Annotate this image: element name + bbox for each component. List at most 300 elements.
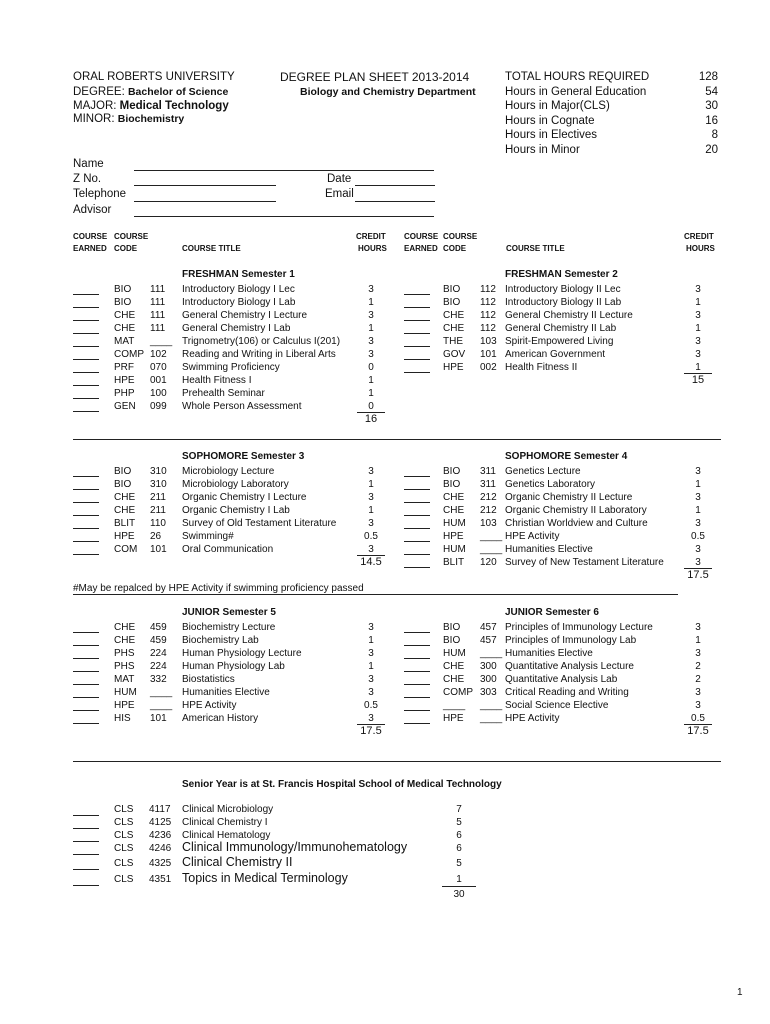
course-credit: 3 [368, 687, 374, 698]
earned-checkbox-line[interactable] [73, 385, 99, 386]
course-title: Introductory Biology I Lec [182, 284, 295, 295]
course-number: 102 [150, 349, 167, 360]
course-dept: CHE [114, 323, 136, 334]
earned-checkbox-line[interactable] [73, 854, 99, 855]
course-number: 111 [150, 284, 166, 295]
semester-total: 17.5 [360, 725, 382, 737]
course-dept: COMP [114, 349, 144, 360]
course-credit: 3 [368, 336, 374, 347]
course-dept: BIO [443, 297, 461, 308]
course-credit: 1 [368, 479, 374, 490]
course-title: Humanities Elective [505, 544, 593, 555]
course-title: Social Science Elective [505, 700, 609, 711]
course-dept: HUM [443, 518, 466, 529]
course-number: 300 [480, 674, 497, 685]
course-number: 457 [480, 635, 497, 646]
course-credit: 3 [368, 466, 374, 477]
course-dept: HPE [443, 362, 464, 373]
earned-checkbox-line[interactable] [404, 515, 430, 516]
semester-total: 30 [453, 889, 465, 900]
course-dept: HPE [443, 713, 464, 724]
course-title: Quantitative Analysis Lecture [505, 661, 634, 672]
earned-checkbox-line[interactable] [404, 567, 430, 568]
course-dept: HIS [114, 713, 131, 724]
course-title: Swimming Proficiency [182, 362, 280, 373]
course-number: 26 [150, 531, 162, 542]
course-credit: 3 [695, 284, 701, 295]
course-number: 101 [150, 544, 167, 555]
advisor-field-line[interactable] [134, 216, 434, 217]
course-title: Biochemistry Lecture [182, 622, 276, 633]
course-dept: CLS [114, 804, 134, 815]
course-number: 111 [150, 323, 166, 334]
email-label: Email [325, 188, 354, 200]
course-dept: CHE [114, 635, 136, 646]
course-credit: 7 [456, 804, 462, 815]
earned-checkbox-line[interactable] [73, 697, 99, 698]
earned-checkbox-line[interactable] [73, 645, 99, 646]
course-credit: 3 [695, 557, 701, 568]
earned-checkbox-line[interactable] [404, 320, 430, 321]
course-title: Health Fitness II [505, 362, 578, 373]
earned-checkbox-line[interactable] [73, 815, 99, 816]
course-credit: 3 [695, 648, 701, 659]
course-dept: CLS [114, 830, 134, 841]
course-credit: 3 [695, 518, 701, 529]
course-number: 103 [480, 518, 497, 529]
course-title: Genetics Laboratory [505, 479, 596, 490]
course-number: 112 [480, 323, 496, 334]
course-dept: BIO [443, 622, 461, 633]
course-dept: CHE [443, 492, 465, 503]
course-dept: HPE [443, 531, 464, 542]
course-number: 459 [150, 635, 167, 646]
earned-checkbox-line[interactable] [404, 489, 430, 490]
course-number: ____ [150, 700, 173, 711]
course-dept: CHE [443, 323, 465, 334]
course-dept: CHE [443, 674, 465, 685]
course-title: Biochemistry Lab [182, 635, 259, 646]
earned-checkbox-line[interactable] [404, 346, 430, 347]
course-dept: CLS [114, 874, 134, 885]
course-title: Clinical Hematology [182, 830, 271, 841]
earned-checkbox-line[interactable] [73, 502, 99, 503]
earned-checkbox-line[interactable] [404, 528, 430, 529]
course-credit: 3 [368, 648, 374, 659]
course-title: Survey of Old Testament Literature [182, 518, 337, 529]
advisor-label: Advisor [73, 204, 112, 216]
course-number: 4246 [149, 843, 172, 854]
major-label: MAJOR: [73, 100, 117, 112]
section-divider [73, 439, 721, 440]
course-credit: 0.5 [691, 713, 705, 724]
course-dept: BIO [443, 635, 461, 646]
course-number: 310 [150, 479, 167, 490]
col-course-earned-2: COURSE [404, 232, 439, 241]
course-title: HPE Activity [505, 531, 560, 542]
course-number: 111 [150, 297, 166, 308]
earned-checkbox-line[interactable] [404, 632, 430, 633]
course-title: Humanities Elective [505, 648, 593, 659]
col-title-2: COURSE TITLE [506, 244, 565, 253]
course-credit: 1 [695, 505, 701, 516]
col-earned-2: EARNED [404, 244, 438, 253]
course-number: ____ [480, 713, 503, 724]
course-title: Organic Chemistry II Lecture [505, 492, 633, 503]
col-course-code-1: COURSE [114, 232, 149, 241]
course-credit: 6 [456, 843, 462, 854]
earned-checkbox-line[interactable] [404, 554, 430, 555]
semester-title: FRESHMAN Semester 1 [182, 269, 295, 280]
earned-checkbox-line[interactable] [73, 333, 99, 334]
page-number: 1 [737, 987, 743, 998]
course-title: General Chemistry II Lecture [505, 310, 633, 321]
col-hours-2: HOURS [686, 244, 715, 253]
course-title: General Chemistry I Lecture [182, 310, 308, 321]
earned-checkbox-line[interactable] [73, 632, 99, 633]
earned-checkbox-line[interactable] [73, 528, 99, 529]
course-credit: 1 [368, 661, 374, 672]
earned-checkbox-line[interactable] [73, 294, 99, 295]
semester-title: FRESHMAN Semester 2 [505, 269, 618, 280]
course-credit: 3 [368, 674, 374, 685]
course-dept: GEN [114, 401, 136, 412]
course-number: 311 [480, 479, 496, 490]
section-divider [73, 594, 678, 595]
earned-checkbox-line[interactable] [73, 515, 99, 516]
earned-checkbox-line[interactable] [73, 841, 99, 842]
course-dept: BLIT [114, 518, 136, 529]
course-dept: PHS [114, 661, 135, 672]
semester-total: 15 [691, 374, 705, 386]
col-course-earned-1: COURSE [73, 232, 108, 241]
earned-checkbox-line[interactable] [73, 372, 99, 373]
hours-value: 20 [705, 143, 718, 156]
sheet-title: DEGREE PLAN SHEET 2013-2014 [280, 70, 470, 84]
course-credit: 3 [695, 687, 701, 698]
course-number: 332 [150, 674, 167, 685]
major-line [73, 100, 229, 113]
course-title: Microbiology Laboratory [182, 479, 289, 490]
col-code-1: CODE [114, 244, 138, 253]
course-dept: HUM [443, 544, 466, 555]
course-credit: 3 [695, 310, 701, 321]
course-number: 300 [480, 661, 497, 672]
hours-value: 54 [705, 85, 718, 98]
course-credit: 0 [368, 401, 374, 412]
course-title: Prehealth Seminar [182, 388, 265, 399]
course-number: 099 [150, 401, 167, 412]
hours-label: Hours in Cognate [505, 114, 595, 127]
course-number: 112 [480, 297, 496, 308]
earned-checkbox-line[interactable] [73, 359, 99, 360]
course-number: 224 [150, 648, 167, 659]
earned-checkbox-line[interactable] [73, 476, 99, 477]
course-credit: 3 [368, 310, 374, 321]
course-credit: 3 [368, 492, 374, 503]
course-title: Spirit-Empowered Living [505, 336, 614, 347]
earned-checkbox-line[interactable] [73, 541, 99, 542]
course-number: ____ [480, 544, 503, 555]
course-dept: HUM [114, 687, 137, 698]
earned-checkbox-line[interactable] [73, 710, 99, 711]
course-number: 002 [480, 362, 497, 373]
course-title: Principles of Immunology Lecture [505, 622, 653, 633]
course-credit: 1 [695, 479, 701, 490]
course-credit: 1 [368, 375, 374, 386]
earned-checkbox-line[interactable] [73, 489, 99, 490]
course-title: Clinical Chemistry II [182, 855, 293, 869]
course-credit: 3 [695, 492, 701, 503]
earned-checkbox-line[interactable] [73, 869, 99, 870]
course-credit: 3 [695, 544, 701, 555]
course-title: Clinical Microbiology [182, 804, 274, 815]
earned-checkbox-line[interactable] [73, 658, 99, 659]
date-field-line[interactable] [355, 185, 435, 186]
total-rule [442, 886, 476, 887]
course-number: 211 [150, 492, 166, 503]
earned-checkbox-line[interactable] [404, 541, 430, 542]
course-title: General Chemistry II Lab [505, 323, 617, 334]
course-credit: 1 [695, 362, 701, 373]
col-course-code-2: COURSE [443, 232, 478, 241]
course-title: Topics in Medical Terminology [182, 871, 348, 885]
course-title: Whole Person Assessment [182, 401, 302, 412]
course-title: Introductory Biology II Lab [505, 297, 622, 308]
course-number: 310 [150, 466, 167, 477]
course-credit: 3 [368, 349, 374, 360]
course-title: Health Fitness I [182, 375, 252, 386]
course-dept: MAT [114, 674, 135, 685]
course-title: Christian Worldview and Culture [505, 518, 648, 529]
name-field-line[interactable] [134, 170, 434, 171]
hours-value: 8 [711, 129, 718, 141]
earned-checkbox-line[interactable] [73, 320, 99, 321]
course-number: 224 [150, 661, 167, 672]
course-title: American History [182, 713, 259, 724]
course-dept: CHE [114, 622, 136, 633]
course-title: Swimming# [182, 531, 234, 542]
earned-checkbox-line[interactable] [73, 346, 99, 347]
earned-checkbox-line[interactable] [73, 684, 99, 685]
course-title: Oral Communication [182, 544, 274, 555]
course-number: 4351 [149, 874, 172, 885]
course-credit: 1 [695, 297, 701, 308]
course-number: ____ [480, 700, 503, 711]
course-title: Humanities Elective [182, 687, 270, 698]
earned-checkbox-line[interactable] [73, 723, 99, 724]
course-number: 311 [480, 466, 496, 477]
course-title: Clinical Immunology/Immunohematology [182, 840, 408, 854]
course-number: 070 [150, 362, 167, 373]
earned-checkbox-line[interactable] [404, 697, 430, 698]
semester-total: 14.5 [360, 556, 382, 568]
course-number: 212 [480, 505, 497, 516]
course-credit: 3 [695, 336, 701, 347]
course-dept: MAT [114, 336, 135, 347]
earned-checkbox-line[interactable] [404, 333, 430, 334]
earned-checkbox-line[interactable] [404, 307, 430, 308]
course-title: Critical Reading and Writing [505, 687, 629, 698]
course-credit: 3 [695, 349, 701, 360]
earned-checkbox-line[interactable] [404, 710, 430, 711]
course-number: 103 [480, 336, 497, 347]
course-dept: CHE [443, 310, 465, 321]
email-field-line[interactable] [355, 201, 435, 202]
university-name: ORAL ROBERTS UNIVERSITY [73, 71, 235, 83]
earned-checkbox-line[interactable] [404, 658, 430, 659]
earned-checkbox-line[interactable] [404, 476, 430, 477]
hours-label: Hours in General Education [505, 85, 647, 98]
course-number: 112 [480, 310, 496, 321]
earned-checkbox-line[interactable] [404, 723, 430, 724]
z-no-field-line[interactable] [134, 185, 276, 186]
course-number: 4117 [149, 804, 171, 815]
z-no-label: Z No. [73, 173, 102, 185]
course-dept: CHE [114, 505, 136, 516]
course-dept: GOV [443, 349, 466, 360]
earned-checkbox-line[interactable] [73, 885, 99, 886]
course-title: Organic Chemistry I Lecture [182, 492, 307, 503]
course-credit: 0.5 [364, 531, 378, 542]
hours-label: Hours in Minor [505, 143, 580, 156]
earned-checkbox-line[interactable] [73, 828, 99, 829]
earned-checkbox-line[interactable] [73, 411, 99, 412]
course-number: 303 [480, 687, 497, 698]
course-number: 111 [150, 310, 166, 321]
earned-checkbox-line[interactable] [73, 307, 99, 308]
course-credit: 1 [368, 297, 374, 308]
telephone-field-line[interactable] [134, 201, 276, 202]
course-title: HPE Activity [182, 700, 237, 711]
course-dept: HPE [114, 375, 135, 386]
course-title: Clinical Chemistry I [182, 817, 268, 828]
hours-value: 16 [705, 114, 718, 127]
minor-label: MINOR: [73, 113, 115, 125]
course-number: 120 [480, 557, 497, 568]
course-title: Reading and Writing in Liberal Arts [182, 349, 336, 360]
course-title: Introductory Biology I Lab [182, 297, 296, 308]
course-number: 110 [150, 518, 166, 529]
course-number: 211 [150, 505, 166, 516]
course-credit: 3 [695, 622, 701, 633]
course-number: 4236 [149, 830, 172, 841]
hours-value: 30 [705, 100, 718, 112]
course-dept: CHE [114, 492, 136, 503]
course-credit: 1 [456, 874, 462, 885]
course-number: ____ [480, 648, 503, 659]
course-credit: 6 [456, 830, 462, 841]
section-divider [73, 761, 721, 762]
course-title: Microbiology Lecture [182, 466, 275, 477]
course-title: Survey of New Testament Literature [505, 557, 664, 568]
earned-checkbox-line[interactable] [404, 294, 430, 295]
col-credit-2: CREDIT [684, 232, 714, 241]
hours-label: Hours in Major(CLS) [505, 100, 610, 112]
degree-label: DEGREE: [73, 86, 125, 98]
semester-title: SOPHOMORE Semester 3 [182, 451, 305, 462]
course-dept: BLIT [443, 557, 465, 568]
course-dept: PHP [114, 388, 135, 399]
course-title: Quantitative Analysis Lab [505, 674, 618, 685]
course-number: 100 [150, 388, 167, 399]
course-dept: CHE [443, 505, 465, 516]
earned-checkbox-line[interactable] [404, 502, 430, 503]
course-title: Genetics Lecture [505, 466, 581, 477]
course-title: Principles of Immunology Lab [505, 635, 637, 646]
course-number: 101 [150, 713, 167, 724]
course-title: American Government [505, 349, 606, 360]
course-credit: 1 [368, 388, 374, 399]
course-credit: 3 [695, 700, 701, 711]
col-earned-1: EARNED [73, 244, 107, 253]
course-dept: BIO [443, 284, 461, 295]
course-credit: 1 [368, 505, 374, 516]
course-title: General Chemistry I Lab [182, 323, 291, 334]
course-number: ____ [150, 687, 173, 698]
course-number: 101 [480, 349, 497, 360]
name-label: Name [73, 158, 104, 170]
course-credit: 5 [456, 858, 462, 869]
course-dept: BIO [114, 466, 132, 477]
course-credit: 1 [695, 323, 701, 334]
swimming-footnote: #May be repalced by HPE Activity if swimming proficiency passed [73, 583, 364, 594]
earned-checkbox-line[interactable] [404, 359, 430, 360]
earned-checkbox-line[interactable] [73, 398, 99, 399]
course-dept: THE [443, 336, 463, 347]
earned-checkbox-line[interactable] [73, 671, 99, 672]
course-title: Trignometry(106) or Calculus I(201) [182, 336, 341, 347]
earned-checkbox-line[interactable] [404, 645, 430, 646]
semester-title: SOPHOMORE Semester 4 [505, 451, 628, 462]
earned-checkbox-line[interactable] [73, 554, 99, 555]
col-credit-1: CREDIT [356, 232, 386, 241]
course-credit: 3 [695, 466, 701, 477]
semester-title: JUNIOR Semester 5 [182, 607, 276, 618]
course-number: 457 [480, 622, 497, 633]
senior-year-heading: Senior Year is at St. Francis Hospital School of Medical Technology [182, 779, 502, 790]
hours-value: 128 [698, 71, 718, 83]
course-number: 001 [150, 375, 167, 386]
course-dept: HPE [114, 700, 135, 711]
course-credit: 0.5 [691, 531, 705, 542]
course-title: Human Physiology Lecture [182, 648, 302, 659]
course-dept: CLS [114, 858, 134, 869]
course-dept: CLS [114, 843, 134, 854]
course-credit: 1 [368, 323, 374, 334]
course-number: 212 [480, 492, 497, 503]
semester-title: JUNIOR Semester 6 [505, 607, 599, 618]
date-label: Date [327, 173, 352, 185]
course-dept: COM [114, 544, 138, 555]
course-number: 4125 [149, 817, 172, 828]
degree-line [73, 86, 228, 99]
course-credit: 0 [368, 362, 374, 373]
minor-value: Biochemistry [117, 113, 185, 125]
course-number: 4325 [149, 858, 172, 869]
course-number: 112 [480, 284, 496, 295]
course-dept: CLS [114, 817, 134, 828]
semester-total: 17.5 [687, 569, 709, 581]
major-value: Medical Technology [119, 100, 229, 112]
hours-label: TOTAL HOURS REQUIRED [505, 71, 650, 83]
course-credit: 3 [368, 622, 374, 633]
earned-checkbox-line[interactable] [404, 372, 430, 373]
department-name: Biology and Chemistry Department [300, 86, 476, 98]
earned-checkbox-line[interactable] [404, 671, 430, 672]
hours-label: Hours in Electives [505, 129, 598, 141]
earned-checkbox-line[interactable] [404, 684, 430, 685]
